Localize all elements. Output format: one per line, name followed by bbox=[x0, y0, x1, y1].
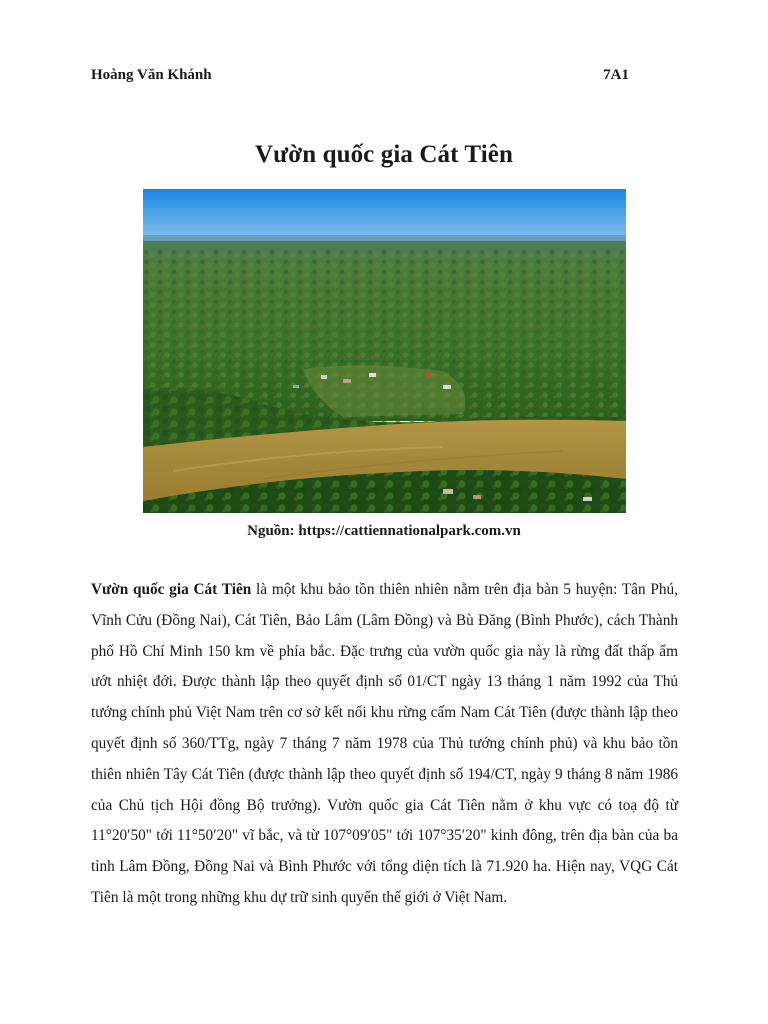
author-name: Hoàng Văn Khánh bbox=[91, 66, 212, 83]
aerial-forest-river-photo bbox=[143, 189, 626, 513]
header bbox=[91, 64, 629, 86]
paragraph-text: là một khu bảo tồn thiên nhiên nằm trên địa bàn 5 huyện: Tân Phú, Vĩnh Cửu (Đồng Nai), Cát Tiên, Bảo Lâm (Lâm Đồng) và Bù Đăng (Bình Phước), cách Thành phố Hồ Chí Minh 150 km về phía bắc. Đặc trưng của vườn quốc gia này là rừng đất thấp ẩm ướt nhiệt đới. Được thành lập theo quyết định số 01/CT ngày 13 tháng 1 năm 1992 của Thủ tướng chính phủ Việt Nam trên cơ sở kết nối khu rừng cấm Nam Cát Tiên (được thành lập theo quyết định số 360/TTg, ngày 7 tháng 7 năm 1978 của Thủ tướng chính phủ) và khu bảo tồn thiên nhiên Tây Cát Tiên (được thành lập theo quyết định số 194/CT, ngày 9 tháng 8 năm 1986 của Chủ tịch Hội đồng Bộ trưởng). Vườn quốc gia Cát Tiên nằm ở khu vực có toạ độ từ 11°20′50" tới 11°50′20" vĩ bắc, và từ 107°09′05" tới 107°35′20" kinh đông, trên địa bàn của ba tỉnh Lâm Đồng, Đồng Nai và Bình Phước với tổng diện tích là 71.920 ha. Hiện nay, VQG Cát Tiên là một trong những khu dự trữ sinh quyển thế giới ở Việt Nam. bbox=[91, 581, 678, 906]
class-label: 7A1 bbox=[603, 66, 629, 83]
image-caption: Nguồn: https://cattiennationalpark.com.vn bbox=[247, 523, 521, 539]
paragraph-lead: Vườn quốc gia Cát Tiên bbox=[91, 581, 252, 598]
page-title: Vườn quốc gia Cát Tiên bbox=[255, 141, 513, 168]
body-paragraph bbox=[91, 575, 678, 914]
